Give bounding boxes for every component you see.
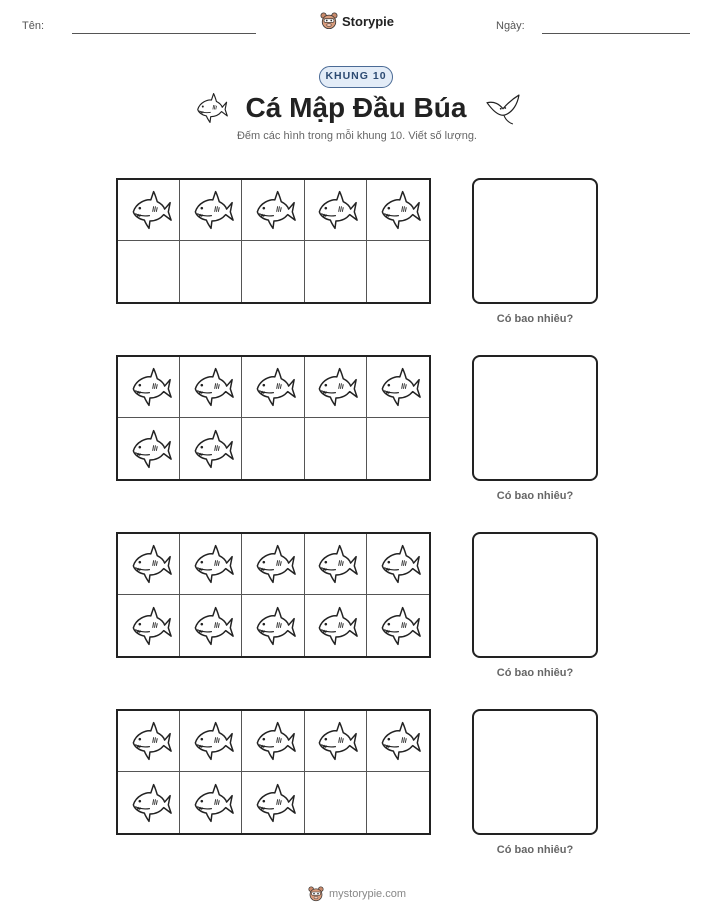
answer-box-3[interactable] (472, 532, 598, 658)
answer-label-2: Có bao nhiêu? (496, 490, 574, 502)
frame-cell (180, 357, 242, 418)
shark-icon (375, 541, 421, 587)
shark-icon (250, 780, 296, 826)
footer-url: mystorypie.com (328, 888, 407, 900)
frame-cell (305, 772, 367, 833)
shark-icon (250, 541, 296, 587)
frame-cell (118, 357, 180, 418)
frame-cell (242, 180, 304, 241)
frame-cell (180, 534, 242, 595)
answer-label-3: Có bao nhiêu? (496, 667, 574, 679)
frame-cell (118, 418, 180, 479)
frame-cell (367, 180, 429, 241)
worksheet-badge: KHUNG 10 (319, 66, 393, 88)
shark-icon (126, 780, 172, 826)
frame-cell (242, 772, 304, 833)
shark-icon (375, 718, 421, 764)
frame-cell (367, 241, 429, 302)
frame-cell (305, 241, 367, 302)
frame-cell (118, 534, 180, 595)
page-title: Cá Mập Đầu Búa (245, 92, 467, 123)
frame-cell (118, 180, 180, 241)
shark-icon (126, 364, 172, 410)
answer-box-2[interactable] (472, 355, 598, 481)
ten-frame-4 (116, 709, 431, 835)
date-line (542, 33, 690, 34)
frame-cell (367, 772, 429, 833)
frame-cell (305, 418, 367, 479)
shark-icon (126, 426, 172, 472)
frame-cell (180, 180, 242, 241)
storypie-mascot-icon (320, 12, 338, 30)
frame-cell (305, 534, 367, 595)
shark-icon (250, 718, 296, 764)
frame-cell (305, 180, 367, 241)
answer-label-1: Có bao nhiêu? (496, 313, 574, 325)
frame-cell (180, 595, 242, 656)
shark-icon (192, 90, 228, 126)
shark-icon (188, 426, 234, 472)
shark-icon (312, 364, 358, 410)
name-label: Tên: (22, 20, 45, 32)
stingray-icon (484, 89, 522, 127)
shark-icon (312, 187, 358, 233)
frame-cell (305, 357, 367, 418)
shark-icon (126, 718, 172, 764)
frame-cell (367, 418, 429, 479)
shark-icon (312, 541, 358, 587)
answer-box-4[interactable] (472, 709, 598, 835)
frame-cell (305, 595, 367, 656)
shark-icon (312, 603, 358, 649)
shark-icon (375, 364, 421, 410)
shark-icon (188, 603, 234, 649)
shark-icon (250, 364, 296, 410)
shark-icon (126, 187, 172, 233)
frame-cell (180, 418, 242, 479)
frame-cell (242, 711, 304, 772)
footer (0, 886, 714, 902)
ten-frame-2 (116, 355, 431, 481)
frame-cell (367, 711, 429, 772)
frame-cell (118, 772, 180, 833)
shark-icon (188, 364, 234, 410)
ten-frame-1 (116, 178, 431, 304)
frame-cell (367, 357, 429, 418)
answer-box-1[interactable] (472, 178, 598, 304)
frame-cell (367, 534, 429, 595)
shark-icon (188, 541, 234, 587)
shark-icon (188, 718, 234, 764)
shark-icon (188, 187, 234, 233)
frame-cell (242, 357, 304, 418)
brand-name: Storypie (342, 13, 395, 29)
frame-cell (367, 595, 429, 656)
date-label: Ngày: (496, 20, 525, 32)
title-row (0, 88, 714, 128)
frame-cell (118, 595, 180, 656)
frame-cell (242, 241, 304, 302)
storypie-logo (320, 12, 394, 30)
shark-icon (250, 187, 296, 233)
frame-cell (118, 241, 180, 302)
frame-cell (242, 595, 304, 656)
shark-icon (126, 541, 172, 587)
frame-cell (180, 772, 242, 833)
frame-cell (118, 711, 180, 772)
name-line (72, 33, 256, 34)
shark-icon (375, 187, 421, 233)
instructions: Đếm các hình trong mỗi khung 10. Viết số lượng. (236, 130, 477, 142)
shark-icon (188, 780, 234, 826)
shark-icon (250, 603, 296, 649)
frame-cell (242, 418, 304, 479)
ten-frame-3 (116, 532, 431, 658)
shark-icon (126, 603, 172, 649)
storypie-mascot-icon (308, 886, 324, 902)
frame-cell (180, 241, 242, 302)
frame-cell (242, 534, 304, 595)
answer-label-4: Có bao nhiêu? (496, 844, 574, 856)
shark-icon (375, 603, 421, 649)
shark-icon (312, 718, 358, 764)
frame-cell (305, 711, 367, 772)
frame-cell (180, 711, 242, 772)
